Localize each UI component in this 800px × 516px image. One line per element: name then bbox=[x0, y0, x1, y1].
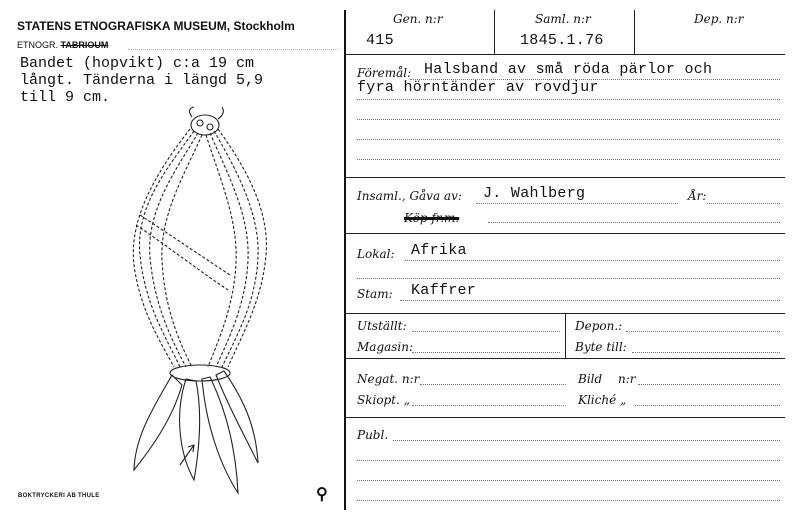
ruled-line bbox=[357, 99, 780, 100]
description-line: långt. Tänderna i längd 5,9 bbox=[20, 72, 264, 89]
museum-name: STATENS ETNOGRAFISKA MUSEUM, bbox=[17, 19, 231, 33]
header-bottom-line bbox=[345, 54, 785, 55]
ruled-line bbox=[707, 203, 780, 204]
thule-mark-icon: ⚲ bbox=[316, 486, 328, 503]
kliche-label: Kliché „ bbox=[578, 393, 627, 407]
gen-value: 415 bbox=[366, 32, 394, 49]
utstallt-label: Utställt: bbox=[357, 319, 407, 333]
ruled-line bbox=[357, 278, 780, 279]
section-divider bbox=[345, 177, 785, 178]
utstallt-divider bbox=[565, 313, 566, 358]
ruled-line bbox=[412, 352, 560, 353]
byte-label: Byte till: bbox=[575, 340, 627, 354]
ruled-line bbox=[412, 331, 560, 332]
lokal-label: Lokal: bbox=[357, 247, 395, 261]
foremal-label: Föremål: bbox=[357, 66, 412, 80]
lokal-value: Afrika bbox=[411, 242, 467, 259]
necklace-drawing bbox=[110, 105, 290, 505]
insaml-label: Insaml., Gåva av: bbox=[357, 189, 462, 203]
saml-label: Saml. n:r bbox=[535, 12, 591, 26]
foremal-line1: Halsband av små röda pärlor och bbox=[424, 61, 713, 78]
stam-value: Kaffrer bbox=[411, 282, 477, 299]
museum-city: Stockholm bbox=[233, 19, 295, 33]
etnogr-line bbox=[17, 40, 108, 50]
ruled-line bbox=[405, 260, 780, 261]
etnogr-label: ETNOGR. bbox=[17, 40, 59, 50]
ruled-line bbox=[626, 331, 780, 332]
center-divider bbox=[344, 10, 346, 510]
section-divider bbox=[345, 358, 785, 359]
description-line: Bandet (hopvikt) c:a 19 cm bbox=[20, 55, 255, 72]
depon-label: Depon.: bbox=[575, 319, 623, 333]
magasin-label: Magasin: bbox=[357, 340, 414, 354]
ar-label: År: bbox=[688, 189, 707, 203]
description-line: till 9 cm. bbox=[20, 89, 111, 106]
ruled-line bbox=[488, 222, 780, 223]
etnogr-dots bbox=[128, 49, 338, 50]
stam-label: Stam: bbox=[357, 287, 393, 301]
ruled-line bbox=[400, 300, 780, 301]
ruled-line bbox=[635, 405, 780, 406]
header-divider bbox=[634, 10, 635, 54]
ruled-line bbox=[476, 203, 678, 204]
ruled-line bbox=[357, 500, 780, 501]
ruled-line bbox=[357, 460, 780, 461]
ruled-line bbox=[357, 139, 780, 140]
section-divider bbox=[345, 417, 785, 418]
insaml-value: J. Wahlberg bbox=[483, 185, 586, 202]
skiopt-label: Skiopt. „ bbox=[357, 393, 410, 407]
publ-label: Publ. bbox=[357, 428, 389, 442]
ruled-line bbox=[638, 384, 780, 385]
museum-title bbox=[17, 19, 295, 33]
ruled-line bbox=[393, 440, 780, 441]
bild-label: Bild bbox=[578, 372, 603, 386]
foremal-line2: fyra hörntänder av rovdjur bbox=[357, 79, 599, 96]
ruled-line bbox=[357, 119, 780, 120]
section-divider bbox=[345, 233, 785, 234]
saml-value: 1845.1.76 bbox=[520, 32, 604, 49]
insaml-struck: Köp fr.m. bbox=[404, 211, 460, 225]
gen-label: Gen. n:r bbox=[393, 12, 443, 26]
bild-nr-label: n:r bbox=[618, 372, 636, 386]
header-divider bbox=[494, 10, 495, 54]
ruled-line bbox=[357, 480, 780, 481]
negat-label: Negat. n:r bbox=[357, 372, 420, 386]
ruled-line bbox=[410, 79, 780, 80]
printer-imprint: BOKTRYCKERI AB THULE bbox=[18, 493, 100, 499]
ruled-line bbox=[632, 352, 780, 353]
ruled-line bbox=[420, 384, 566, 385]
dep-label: Dep. n:r bbox=[694, 12, 744, 26]
etnogr-struck: TABRIOUM bbox=[60, 40, 109, 50]
description bbox=[20, 55, 263, 106]
ruled-line bbox=[357, 159, 780, 160]
ruled-line bbox=[412, 405, 566, 406]
